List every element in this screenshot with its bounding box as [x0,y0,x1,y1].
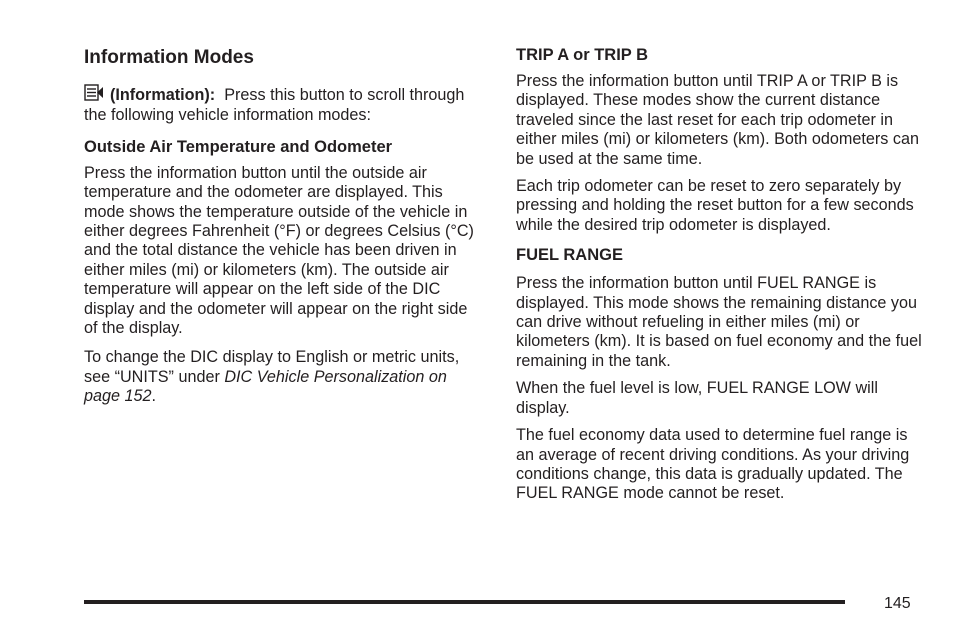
fuel-paragraph-1: Press the information button until FUEL RANGE is displayed. This mode shows the remaining distance you can drive without refueling in either miles (mi) or kilometers (km). It is based on fuel economy and the fuel remaining in the tank. [516,274,922,370]
units-text: To change the DIC display to English or metric units, see “UNITS” under [84,348,460,386]
intro-paragraph [84,84,484,126]
trip-section [516,44,924,235]
outside-air-paragraph: Press the information button until the outside air temperature and the odometer are displayed. This mode shows the temperature outside of the vehicle in either degrees Fahrenheit (°F) or degrees Celsius (°C) and the total distance the vehicle has been driven in either miles (mi) or kilometers (km). The outside air temperature will appear on the left side of the DIC display and the odometer will appear on the right side of the display. [84,163,474,338]
units-paragraph [84,348,484,406]
units-end: . [151,387,157,406]
trip-paragraph-2: Each trip odometer can be reset to zero separately by pressing and holding the reset button for a few seconds while the desired trip odometer is displayed. [516,177,914,234]
outside-air-heading: Outside Air Temperature and Odometer [84,137,393,156]
fuel-paragraph-2: When the fuel level is low, FUEL RANGE LOW will display. [516,379,878,417]
fuel-section [516,244,924,503]
left-column [84,42,484,415]
trip-heading: TRIP A or TRIP B [516,46,649,64]
footer-rule [84,600,845,604]
fuel-heading: FUEL RANGE [516,246,623,265]
trip-paragraph-1: Press the information button until TRIP A or TRIP B is displayed. These modes show the current distance traveled since the last reset for each trip odometer in either miles (mi) or kilometers (km). Both odometers can be used at the same time. [516,72,919,168]
right-column [516,42,924,514]
intro-text: Press this button to scroll through the following vehicle information modes: [84,86,465,125]
fuel-paragraph-3: The fuel economy data used to determine fuel range is an average of recent driving conditions. As your driving conditions change, this data is gradually updated. The FUEL RANGE mode cannot be reset. [516,426,910,503]
section-title: Information Modes [84,47,254,68]
information-lead: (Information): [110,86,216,104]
personalization-link[interactable]: DIC Vehicle Personalization on page 152 [84,367,447,406]
page-number: 145 [884,595,911,612]
information-button-icon [84,84,104,106]
